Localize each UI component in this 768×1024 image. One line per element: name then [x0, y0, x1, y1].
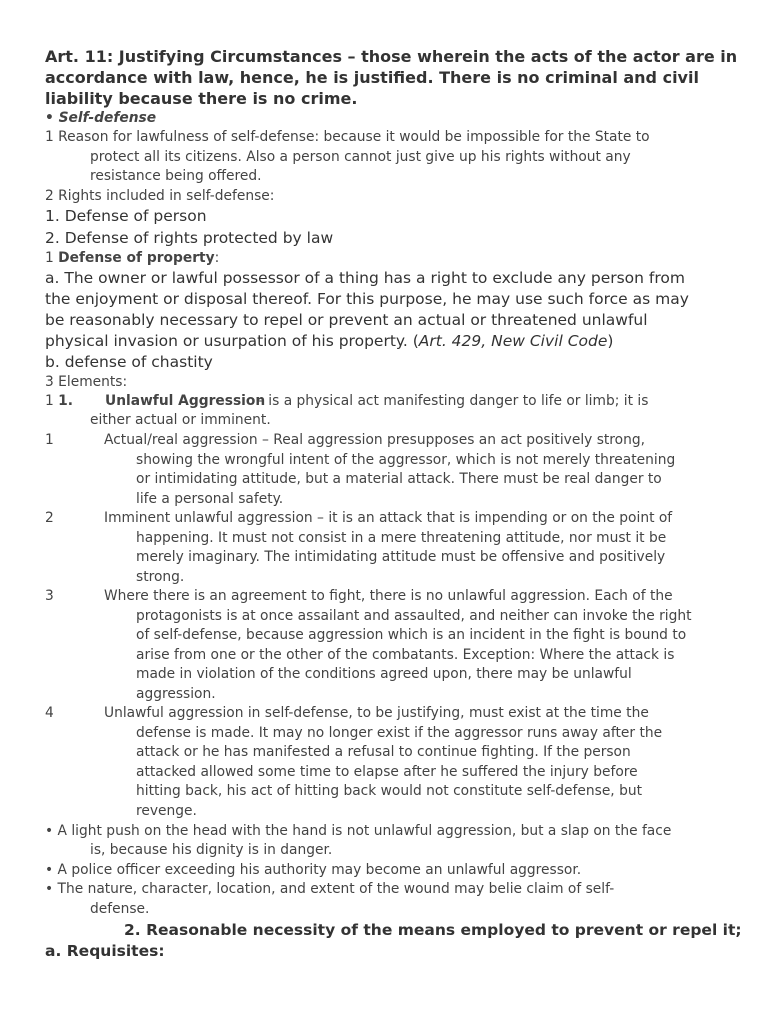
element-title: Unlawful Aggression — [105, 393, 266, 409]
property-line-3: be reasonably necessary to repel or prevent an actual or threatened unlawful — [45, 311, 648, 329]
element-number: 1. — [58, 393, 74, 409]
necessity-heading: 2. Reasonable necessity of the means employed to prevent or repel it; — [124, 921, 742, 939]
subitem-4-line-3: attack or he has manifested a refusal to continue fighting. If the person — [136, 744, 631, 760]
right-defense-of-rights: 2. Defense of rights protected by law — [45, 229, 334, 247]
reason-line-1: 1 Reason for lawfulness of self-defense: because it would be impossible for the State to — [45, 129, 650, 145]
subitem-3-line-6: aggression. — [136, 686, 216, 702]
subitem-2-line-2: happening. It must not consist in a mere threatening attitude, nor must it be — [136, 530, 667, 546]
element-prefix: 1 — [45, 393, 59, 409]
property-line-1: a. The owner or lawful possessor of a thing has a right to exclude any person from — [45, 269, 685, 287]
subitem-3-number: 3 — [45, 588, 54, 604]
subitem-4-line-2: defense is made. It may no longer exist if the aggressor runs away after the — [136, 725, 663, 741]
bullet-wound-nature-cont: defense. — [90, 901, 150, 917]
subitem-1-line-2: showing the wrongful intent of the aggressor, which is not merely threatening — [136, 452, 676, 468]
article-heading-line-2: accordance with law, hence, he is justified. There is no criminal and civil — [45, 68, 699, 87]
article-heading-line-1: Art. 11: Justifying Circumstances – those wherein the acts of the actor are in — [45, 47, 738, 66]
reason-line-2: protect all its citizens. Also a person cannot just give up his rights without any — [90, 149, 631, 165]
subitem-3-line-3: of self-defense, because aggression which is an incident in the fight is bound to — [136, 627, 687, 643]
subitem-1-line-1: Actual/real aggression – Real aggression presupposes an act positively strong, — [104, 432, 646, 448]
rights-intro: 2 Rights included in self-defense: — [45, 188, 275, 204]
subitem-2-number: 2 — [45, 510, 54, 526]
element-unlawful-aggression — [45, 392, 685, 412]
subitem-4-line-5: hitting back, his act of hitting back would not constitute self-defense, but — [136, 783, 642, 799]
property-line-4 — [45, 331, 613, 352]
requisites-heading: a. Requisites: — [45, 942, 165, 960]
subitem-4-line-6: revenge. — [136, 803, 197, 819]
article-heading-line-3: liability because there is no crime. — [45, 89, 358, 108]
elements-intro: 3 Elements: — [45, 374, 128, 390]
subitem-3-line-5: made in violation of the conditions agreed upon, there may be unlawful — [136, 666, 632, 682]
property-prefix: 1 — [45, 250, 59, 266]
bullet-police-officer: • A police officer exceeding his authority may become an unlawful aggressor. — [45, 862, 582, 878]
civil-code-citation: Art. 429, New Civil Code — [418, 332, 608, 350]
property-label: Defense of property — [58, 250, 215, 266]
property-last-prefix: physical invasion or usurpation of his property. ( — [45, 332, 419, 350]
property-line-2: the enjoyment or disposal thereof. For this purpose, he may use such force as may — [45, 290, 689, 308]
bullet-light-push-cont: is, because his dignity is in danger. — [90, 842, 333, 858]
self-defense-bullet: • Self-defense — [45, 110, 157, 126]
subitem-2-line-3: merely imaginary. The intimidating attitude must be offensive and positively — [136, 549, 666, 565]
subitem-4-line-4: attacked allowed some time to elapse after he suffered the injury before — [136, 764, 638, 780]
defense-of-chastity: b. defense of chastity — [45, 353, 213, 371]
subitem-3-line-4: arise from one or the other of the combatants. Exception: Where the attack is — [136, 647, 675, 663]
property-last-suffix: ) — [607, 332, 614, 350]
subitem-2-line-1: Imminent unlawful aggression – it is an attack that is impending or on the point of — [104, 510, 673, 526]
property-suffix: : — [214, 250, 220, 266]
reason-line-3: resistance being offered. — [90, 168, 262, 184]
subitem-3-line-1: Where there is an agreement to fight, there is no unlawful aggression. Each of the — [104, 588, 673, 604]
right-defense-of-person: 1. Defense of person — [45, 207, 207, 225]
subitem-1-line-3: or intimidating attitude, but a material attack. There must be real danger to — [136, 471, 662, 487]
subitem-4-number: 4 — [45, 705, 54, 721]
bullet-wound-nature: • The nature, character, location, and extent of the wound may belie claim of self- — [45, 881, 615, 897]
element-continuation: either actual or imminent. — [90, 412, 271, 428]
subitem-2-line-4: strong. — [136, 569, 185, 585]
subitem-1-line-4: life a personal safety. — [136, 491, 284, 507]
bullet-light-push: • A light push on the head with the hand is not unlawful aggression, but a slap on the face — [45, 823, 672, 839]
subitem-1-number: 1 — [45, 432, 54, 448]
subitem-4-line-1: Unlawful aggression in self-defense, to be justifying, must exist at the time the — [104, 705, 649, 721]
subitem-3-line-2: protagonists is at once assailant and assaulted, and neither can invoke the right — [136, 608, 692, 624]
element-text: – is a physical act manifesting danger to life or limb; it is — [257, 393, 649, 409]
defense-of-property-label — [45, 249, 219, 269]
